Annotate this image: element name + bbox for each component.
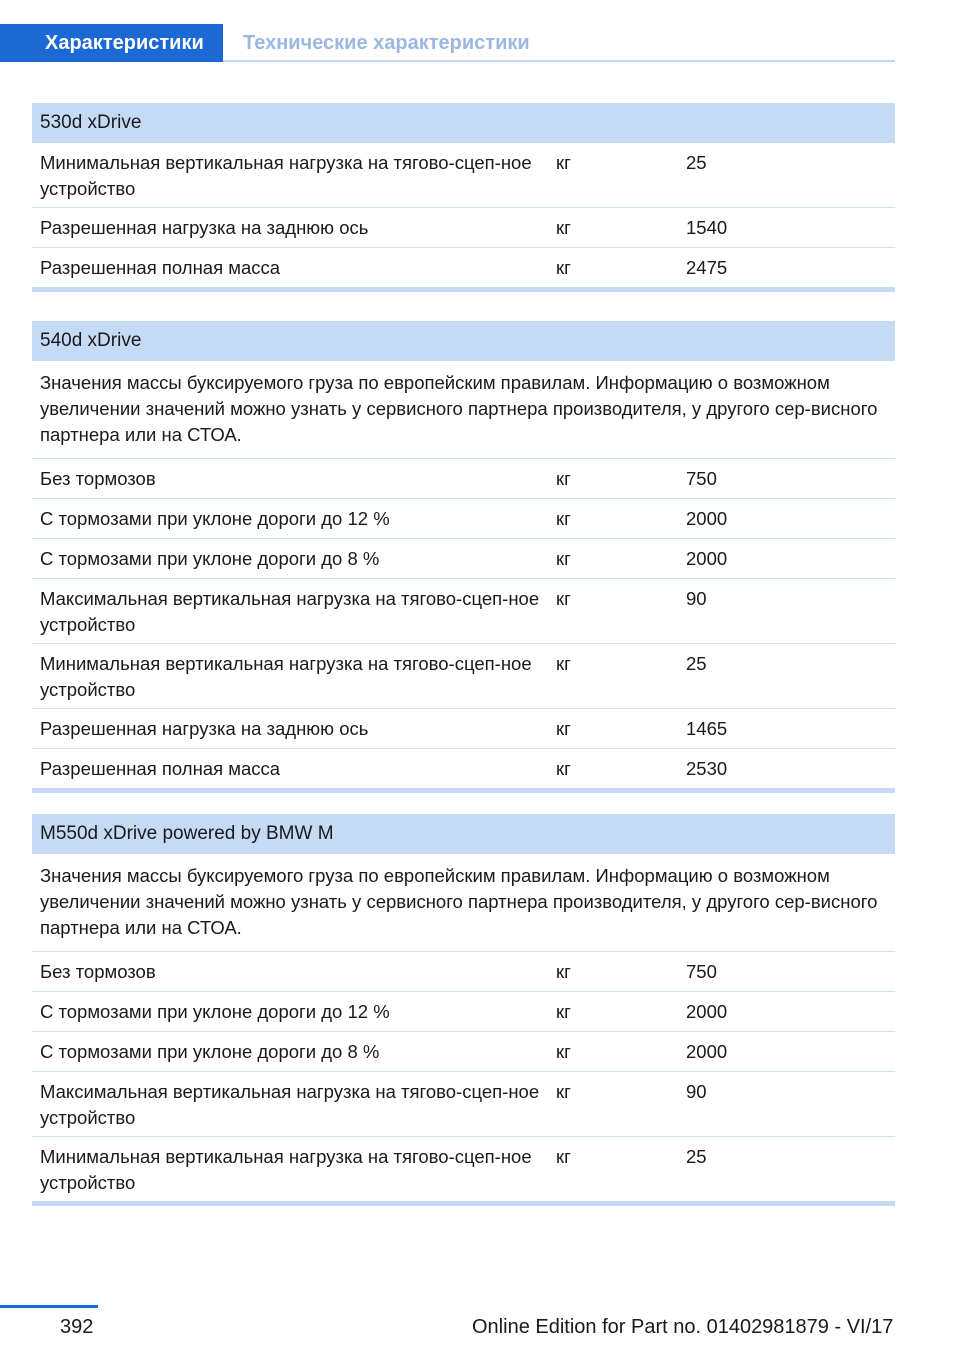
footer-accent-line	[0, 1305, 98, 1308]
page-header	[0, 24, 895, 62]
row-value: 1540	[686, 217, 728, 238]
row-value: 2000	[686, 548, 728, 569]
row-value: 2000	[686, 508, 728, 529]
header-divider	[223, 60, 895, 62]
row-label: Максимальная вертикальная нагрузка на тягово-сцеп-ное устройство	[40, 588, 540, 635]
row-label: Без тормозов	[40, 961, 156, 982]
spec-table-540d	[32, 321, 895, 793]
row-label: Минимальная вертикальная нагрузка на тягово-сцеп-ное устройство	[40, 152, 532, 199]
table-row	[32, 539, 895, 579]
row-label: С тормозами при уклоне дороги до 8 %	[40, 1041, 380, 1062]
row-unit: кг	[556, 257, 571, 278]
row-value: 2530	[686, 758, 728, 779]
row-value: 1465	[686, 718, 728, 739]
row-value: 25	[686, 152, 707, 173]
table-end-bar	[32, 1201, 895, 1206]
row-unit: кг	[556, 217, 571, 238]
row-label: Минимальная вертикальная нагрузка на тягово-сцеп-ное устройство	[40, 1146, 532, 1193]
table-title: 530d xDrive	[32, 103, 895, 143]
table-end-bar	[32, 287, 895, 292]
table-row	[32, 248, 895, 287]
row-value: 2000	[686, 1041, 728, 1062]
spec-table-530d	[32, 103, 895, 292]
section-tab[interactable]: Характеристики	[0, 24, 223, 62]
row-label: С тормозами при уклоне дороги до 12 %	[40, 1001, 390, 1022]
row-unit: кг	[556, 961, 571, 982]
table-row	[32, 749, 895, 788]
row-label: С тормозами при уклоне дороги до 12 %	[40, 508, 390, 529]
table-row	[32, 1072, 895, 1137]
row-unit: кг	[556, 588, 571, 609]
table-row	[32, 952, 895, 992]
row-label: Разрешенная нагрузка на заднюю ось	[40, 718, 369, 739]
row-unit: кг	[556, 508, 571, 529]
row-unit: кг	[556, 1041, 571, 1062]
page-number: 392	[60, 1316, 94, 1338]
row-label: Разрешенная нагрузка на заднюю ось	[40, 217, 369, 238]
table-row	[32, 579, 895, 644]
row-unit: кг	[556, 653, 571, 674]
table-row	[32, 499, 895, 539]
table-row	[32, 644, 895, 709]
row-value: 750	[686, 961, 717, 982]
row-unit: кг	[556, 1146, 571, 1167]
table-row	[32, 709, 895, 749]
row-value: 25	[686, 1146, 707, 1167]
row-value: 750	[686, 468, 717, 489]
table-row	[32, 1137, 895, 1201]
row-unit: кг	[556, 548, 571, 569]
table-title: 540d xDrive	[32, 321, 895, 361]
row-label: Максимальная вертикальная нагрузка на тягово-сцеп-ное устройство	[40, 1081, 540, 1128]
table-row	[32, 459, 895, 499]
row-label: Минимальная вертикальная нагрузка на тягово-сцеп-ное устройство	[40, 653, 532, 700]
spec-table-m550d	[32, 814, 895, 1206]
row-label: Без тормозов	[40, 468, 156, 489]
row-unit: кг	[556, 152, 571, 173]
table-row	[32, 143, 895, 208]
table-end-bar	[32, 788, 895, 793]
edition-note: Online Edition for Part no. 01402981879 - VI/17	[472, 1316, 894, 1338]
row-unit: кг	[556, 1001, 571, 1022]
table-row	[32, 1032, 895, 1072]
row-unit: кг	[556, 758, 571, 779]
table-row	[32, 208, 895, 248]
row-label: Разрешенная полная масса	[40, 758, 281, 779]
chapter-tab[interactable]: Технические характеристики	[243, 32, 530, 54]
row-value: 2475	[686, 257, 728, 278]
row-label: С тормозами при уклоне дороги до 8 %	[40, 548, 380, 569]
row-label: Разрешенная полная масса	[40, 257, 281, 278]
table-title: M550d xDrive powered by BMW M	[32, 814, 895, 854]
row-value: 90	[686, 1081, 707, 1102]
table-note: Значения массы буксируемого груза по европейским правилам. Информацию о возможном увеличении значений можно узнать у сервисного партнера производителя, у другого сер-висного партнера или на СТОА.	[32, 854, 895, 952]
table-note: Значения массы буксируемого груза по европейским правилам. Информацию о возможном увеличении значений можно узнать у сервисного партнера производителя, у другого сер-висного партнера или на СТОА.	[32, 361, 895, 459]
row-value: 25	[686, 653, 707, 674]
row-unit: кг	[556, 468, 571, 489]
row-unit: кг	[556, 1081, 571, 1102]
row-value: 2000	[686, 1001, 728, 1022]
row-unit: кг	[556, 718, 571, 739]
row-value: 90	[686, 588, 707, 609]
table-row	[32, 992, 895, 1032]
